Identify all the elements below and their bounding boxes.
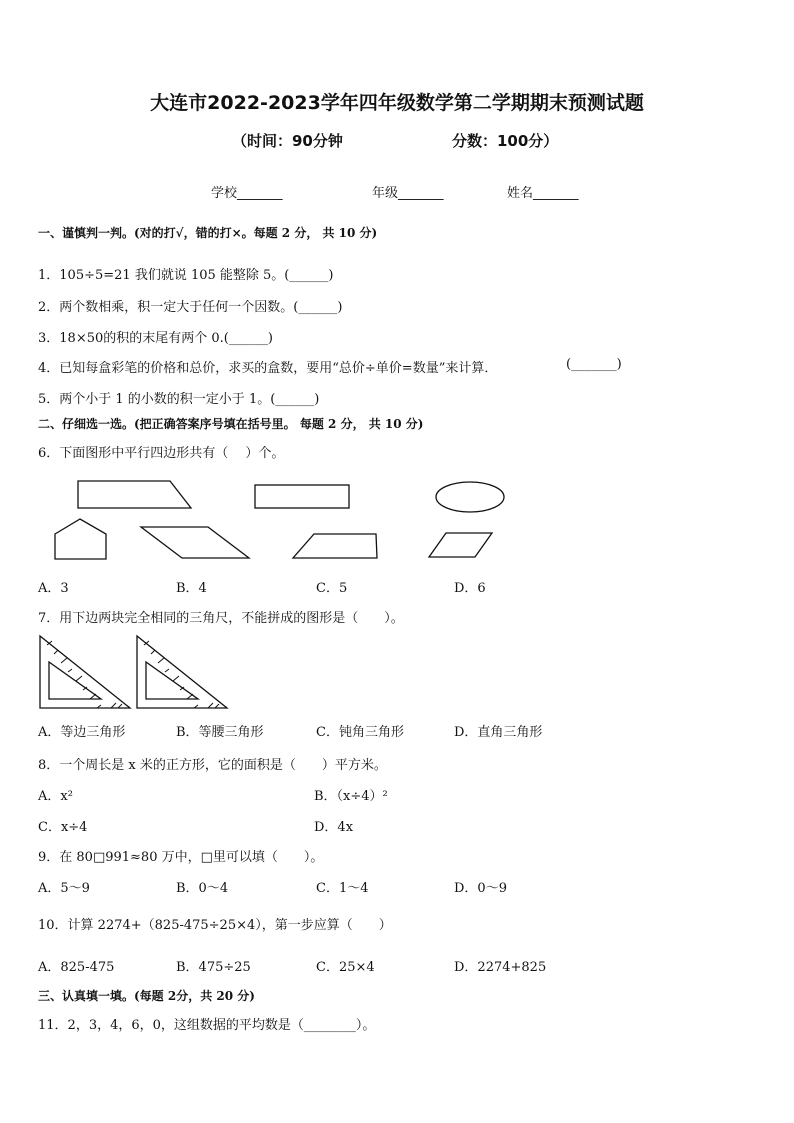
question-8-option-b: B．（x÷4）² — [314, 789, 388, 804]
question-9-option-b: B．0～4 — [176, 881, 229, 896]
name-field: 姓名_______ — [507, 186, 579, 201]
question-5: 5．两个小于 1 的小数的积一定小于 1。(______) — [38, 392, 320, 407]
exam-score: 分数：100分） — [452, 132, 559, 150]
question-10-option-c: C．25×4 — [316, 960, 375, 975]
question-7: 7．用下边两块完全相同的三角尺，不能拼成的图形是（ ）。 — [38, 611, 404, 626]
question-9: 9．在 80□991≈80 万中，□里可以填（ ）。 — [38, 850, 324, 865]
question-3: 3．18×50的积的末尾有两个 0.(______) — [38, 331, 273, 346]
question-10: 10．计算 2274+（825-475÷25×4），第一步应算（ ） — [38, 918, 392, 933]
question-8: 8．一个周长是 x 米的正方形，它的面积是（ ）平方米。 — [38, 758, 387, 773]
section-2-heading: 二、仔细选一选。(把正确答案序号填在括号里。 每题 2 分， 共 10 分) — [38, 417, 424, 431]
section-3-heading: 三、认真填一填。(每题 2分，共 20 分) — [38, 989, 255, 1003]
question-6: 6．下面图形中平行四边形共有（ ）个。 — [38, 446, 285, 461]
question-6-option-a: A．3 — [38, 581, 69, 596]
set-square-2 — [137, 636, 227, 708]
question-10-option-a: A．825-475 — [38, 960, 115, 975]
section-1-heading: 一、谨慎判一判。(对的打√，错的打×。每题 2 分， 共 10 分) — [38, 226, 378, 240]
question-7-option-d: D．直角三角形 — [454, 725, 543, 740]
question-8-option-c: C．x÷4 — [38, 820, 88, 835]
question-8-option-a: A．x² — [38, 789, 73, 804]
question-6-option-b: B．4 — [176, 581, 207, 596]
exam-time: （时间：90分钟 — [232, 132, 343, 150]
question-4: 4．已知每盒彩笔的价格和总价，求买的盒数，要用“总价÷单价=数量”来计算． — [38, 361, 498, 376]
school-field: 学校_______ — [211, 186, 283, 201]
question-9-option-a: A．5～9 — [38, 881, 90, 896]
question-1: 1．105÷5=21 我们就说 105 能整除 5。(______) — [38, 268, 334, 283]
question-6-option-d: D．6 — [454, 581, 486, 596]
grade-field: 年级_______ — [372, 186, 444, 201]
question-7-option-a: A．等边三角形 — [38, 725, 126, 740]
question-9-option-d: D．0～9 — [454, 881, 507, 896]
question-7-option-b: B．等腰三角形 — [176, 725, 264, 740]
page-title: 大连市2022-2023学年四年级数学第二学期期末预测试题 — [150, 92, 644, 114]
question-10-option-d: D．2274+825 — [454, 960, 547, 975]
question-6-option-c: C．5 — [316, 581, 348, 596]
question-10-option-b: B．475÷25 — [176, 960, 251, 975]
question-8-option-d: D．4x — [314, 820, 354, 835]
question-4-blank: (_______) — [566, 357, 622, 372]
question-7-option-c: C．钝角三角形 — [316, 725, 404, 740]
question-11: 11．2，3，4，6，0，这组数据的平均数是（________）。 — [38, 1018, 376, 1033]
set-square-1 — [40, 636, 130, 708]
question-2: 2．两个数相乘，积一定大于任何一个因数。(______) — [38, 300, 343, 315]
question-9-option-c: C．1～4 — [316, 881, 369, 896]
